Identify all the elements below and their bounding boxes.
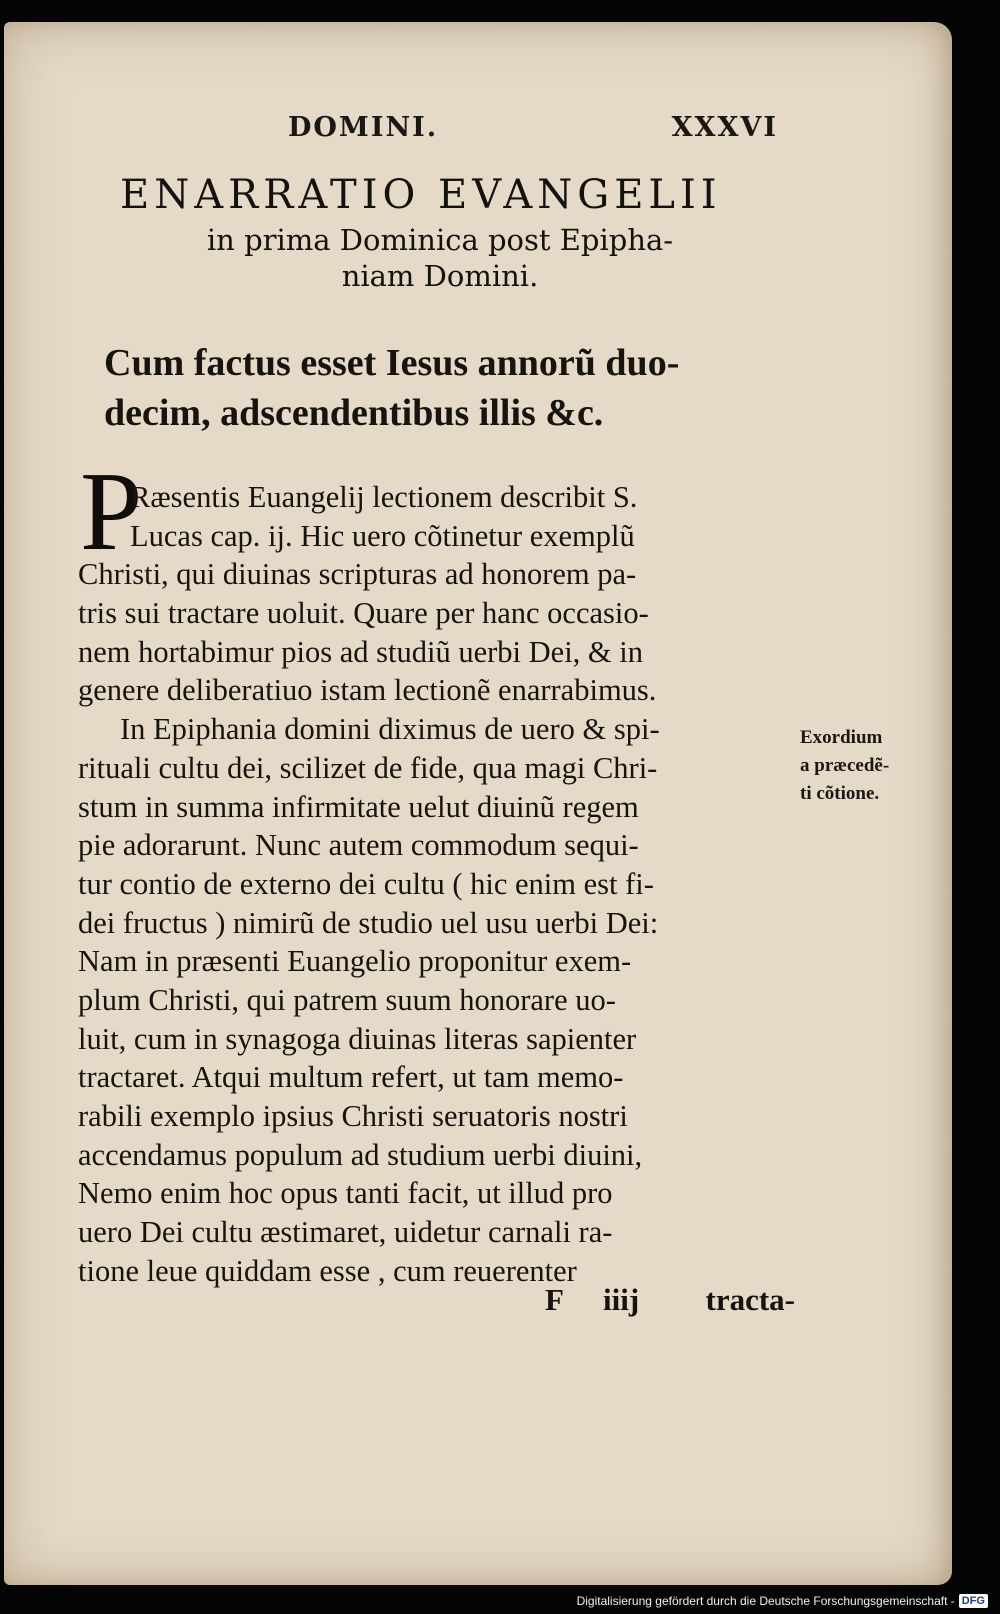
text-line: Christi, qui diuinas scripturas ad honorem pa- xyxy=(78,557,637,592)
text-line: stum in summa infirmitate uelut diuinũ regem xyxy=(78,789,639,824)
text-line: nem hortabimur pios ad studiũ uerbi Dei, & in xyxy=(78,634,644,669)
running-head-title: DOMINI. xyxy=(288,112,439,143)
text-line: uero Dei cultu æstimaret, uidetur carnali ra- xyxy=(78,1215,613,1250)
pericope-line-2: decim, adscendentibus illis &c. xyxy=(104,392,604,434)
chapter-subtitle xyxy=(140,222,740,294)
text-line: Lucas cap. ij. Hic uero cõtinetur exemplũ xyxy=(130,518,635,553)
marginal-line-3: ti cõtione. xyxy=(800,783,880,804)
digitization-footer xyxy=(577,1590,988,1612)
text-line: Nemo enim hoc opus tanti facit, ut illud pro xyxy=(78,1176,613,1211)
text-line: Ræsentis Euangelij lectionem describit S. xyxy=(130,480,638,514)
text-line: rabili exemplo ipsius Christi seruatoris nostri xyxy=(78,1099,628,1133)
drop-capital: P xyxy=(80,450,143,574)
text-line: tur contio de externo dei cultu ( hic enim est fi- xyxy=(78,866,654,901)
text-line: pie adorarunt. Nunc autem commodum sequi- xyxy=(78,828,639,863)
dfg-logo-icon: DFG xyxy=(959,1594,988,1608)
pericope-heading xyxy=(104,338,794,438)
catchword: tracta- xyxy=(705,1282,795,1317)
text-line: Nam in præsenti Euangelio proponitur exem- xyxy=(78,944,632,979)
marginal-line-1: Exordium xyxy=(800,727,883,748)
text-line: plum Christi, qui patrem suum honorare uo- xyxy=(78,982,616,1017)
running-head xyxy=(288,112,778,152)
subtitle-line-2: niam Domini. xyxy=(341,259,539,293)
text-line: dei fructus ) nimirũ de studio uel usu uerbi Dei: xyxy=(78,905,659,940)
text-line: luit, cum in synagoga diuinas literas sapienter xyxy=(78,1021,637,1056)
chapter-title: ENARRATIO EVANGELII xyxy=(120,172,722,218)
text-line: In Epiphania domini diximus de uero & spi- xyxy=(120,712,660,747)
signature-number: iiij xyxy=(603,1282,640,1317)
text-line: rituali cultu dei, scilizet de fide, qua magi Chri- xyxy=(78,750,658,785)
text-line: genere deliberatiuo istam lectionẽ enarrabimus. xyxy=(78,673,657,708)
footer-credit: Digitalisierung gefördert durch die Deutsche Forschungsgemeinschaft - xyxy=(576,1594,955,1608)
pericope-line-1: Cum factus esset Iesus annorũ duo- xyxy=(104,342,680,384)
body-text xyxy=(78,478,796,1290)
text-line: accendamus populum ad studium uerbi diuini, xyxy=(78,1137,643,1172)
text-line: tractaret. Atqui multum refert, ut tam memo- xyxy=(78,1060,624,1095)
signature-mark: F xyxy=(545,1282,564,1317)
text-line: tris sui tractare uoluit. Quare per hanc occasio- xyxy=(78,596,649,631)
marginal-line-2: a præcedẽ- xyxy=(800,755,890,776)
marginal-note xyxy=(800,724,940,808)
signature-line xyxy=(545,1282,795,1322)
folio-number: XXXVI xyxy=(671,112,778,143)
subtitle-line-1: in prima Dominica post Epipha- xyxy=(206,223,674,257)
text-line: tione leue quiddam esse , cum reuerenter xyxy=(78,1253,577,1288)
